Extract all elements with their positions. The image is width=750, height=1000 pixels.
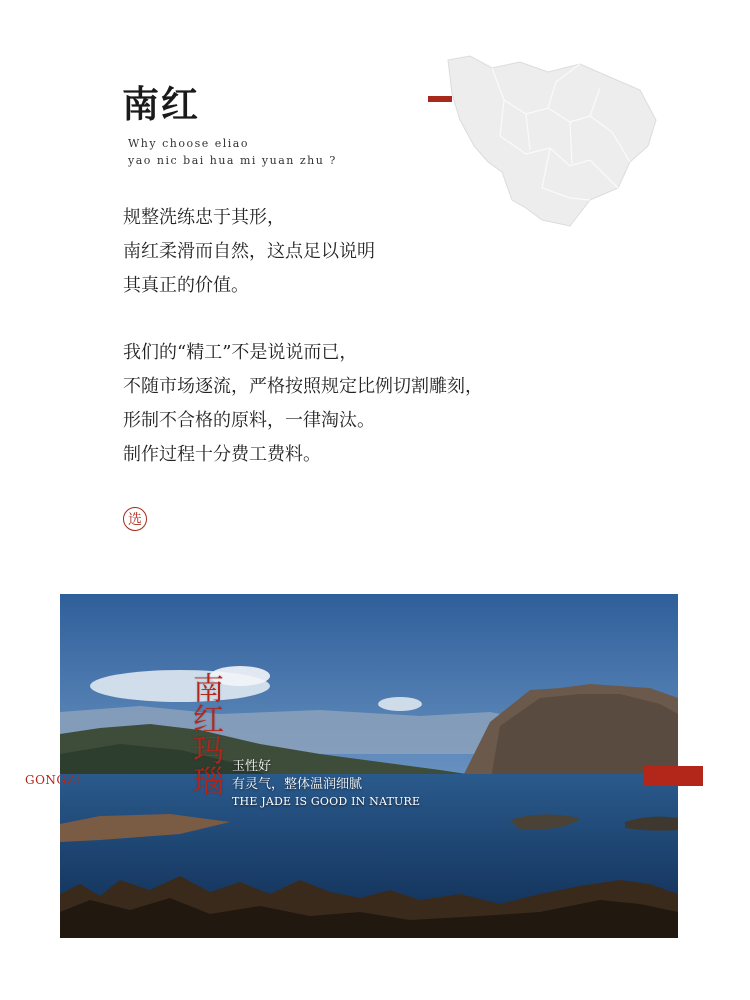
- caption-line-1: 玉性好: [232, 759, 272, 774]
- vertical-title: 南红玛瑙: [187, 672, 223, 796]
- paragraph-2-line: 不随市场逐流，严格按照规定比例切割雕刻，: [123, 376, 483, 397]
- landscape-photo: [60, 594, 678, 938]
- paragraph-1: [123, 201, 375, 303]
- paragraph-2: [123, 336, 483, 472]
- paragraph-2-line: 我们的“精工”不是说说而已，: [123, 342, 358, 363]
- page-title: 南红: [122, 83, 200, 126]
- accent-bar-right: [643, 766, 703, 786]
- seal-icon: 选: [123, 507, 147, 531]
- accent-bar-top: [428, 96, 452, 102]
- subtitle-line-2: yao nic bai hua mi yuan zhu ?: [128, 154, 337, 167]
- paragraph-2-line: 制作过程十分费工费料。: [123, 444, 321, 465]
- paragraph-1-line: 其真正的价值。: [123, 275, 249, 296]
- province-map-graphic: [430, 50, 660, 230]
- paragraph-1-line: 规整洗练忠于其形，: [123, 207, 285, 228]
- caption-line-2: 有灵气，整体温润细腻: [232, 777, 363, 792]
- paragraph-1-line: 南红柔滑而自然，这点足以说明: [123, 241, 375, 262]
- caption-line-3: THE JADE IS GOOD IN NATURE: [232, 795, 421, 808]
- brand-label: GONGZI: [25, 773, 81, 787]
- paragraph-2-line: 形制不合格的原料，一律淘汰。: [123, 410, 375, 431]
- subtitle-line-1: Why choose eliao: [128, 137, 249, 150]
